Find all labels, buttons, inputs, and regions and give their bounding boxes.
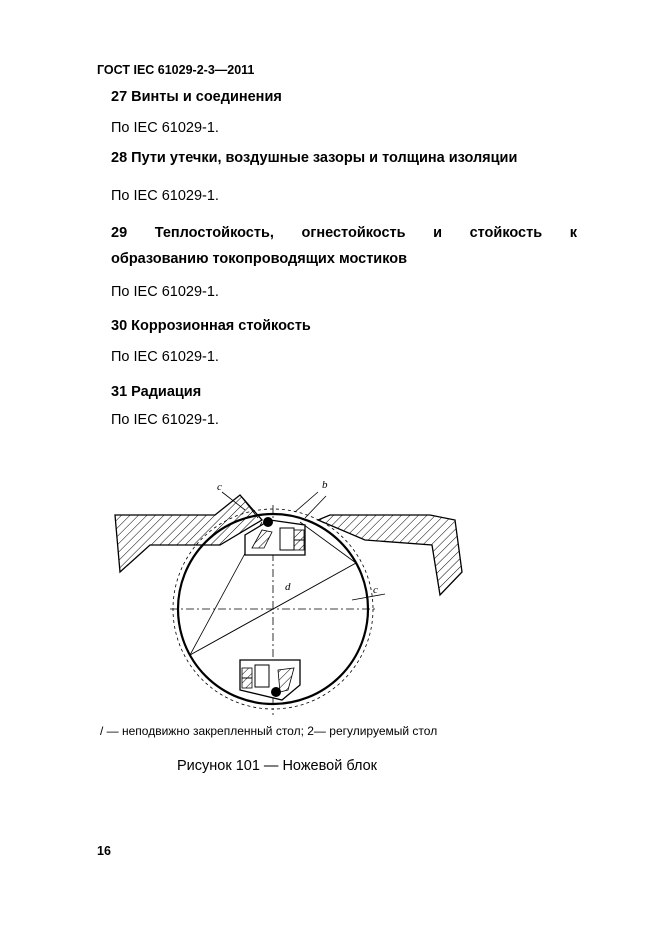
section-28-heading: 28 Пути утечки, воздушные зазоры и толщина изоляции [111, 150, 518, 166]
section-27-body: По IEC 61029-1. [111, 120, 219, 136]
section-29-heading-line2: образованию токопроводящих мостиков [111, 251, 408, 267]
label-b: b [322, 479, 328, 491]
section-27-heading: 27 Винты и соединения [111, 89, 282, 105]
figure-legend: / — неподвижно закрепленный стол; 2— регулируемый стол [100, 724, 438, 738]
page-number: 16 [97, 844, 111, 858]
lower-knife-insert [240, 660, 300, 700]
adjustable-table-right [318, 515, 462, 595]
label-c-right: c [373, 584, 378, 596]
section-29-body: По IEC 61029-1. [111, 284, 219, 300]
section-28-body: По IEC 61029-1. [111, 188, 219, 204]
section-29-word: огнестойкость [301, 225, 406, 241]
figure-caption: Рисунок 101 — Ножевой блок [177, 758, 378, 774]
document-header: ГОСТ IEC 61029-2-3—2011 [97, 63, 255, 77]
section-29-word: 29 [111, 225, 128, 241]
label-d: d [285, 581, 291, 593]
section-29-word: стойкость [469, 225, 543, 241]
section-31-body: По IEC 61029-1. [111, 412, 219, 428]
section-29-word: Теплостойкость, [154, 225, 274, 241]
label-c-left: c [217, 481, 222, 493]
section-29-word: и [433, 225, 443, 241]
section-30-heading: 30 Коррозионная стойкость [111, 318, 311, 334]
section-30-body: По IEC 61029-1. [111, 349, 219, 365]
section-31-heading: 31 Радиация [111, 384, 202, 400]
section-29-word: к [569, 225, 577, 241]
